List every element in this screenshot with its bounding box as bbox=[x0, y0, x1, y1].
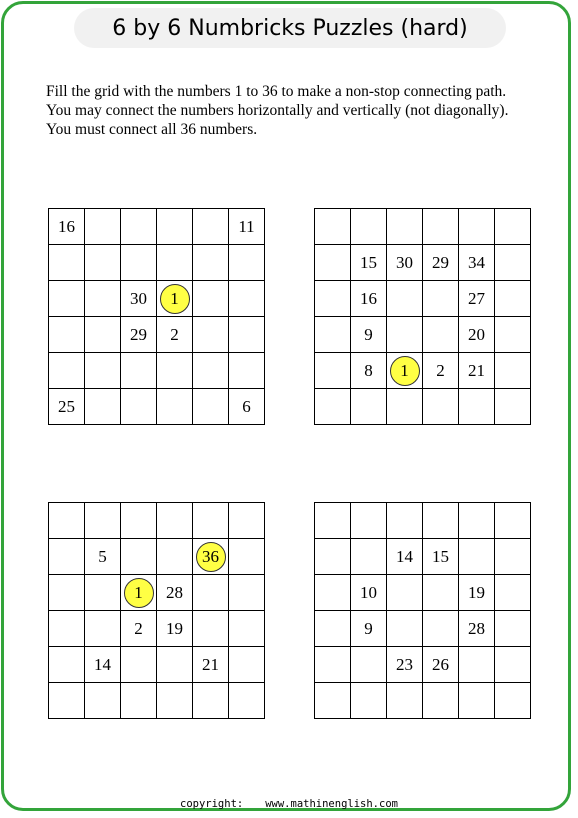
circled-number: 36 bbox=[196, 542, 226, 572]
grid-cell[interactable]: 14 bbox=[387, 539, 423, 575]
grid-cell[interactable] bbox=[315, 611, 351, 647]
grid-cell[interactable]: 28 bbox=[459, 611, 495, 647]
grid-cell[interactable] bbox=[351, 209, 387, 245]
grid-cell[interactable] bbox=[193, 539, 229, 575]
grid-cell[interactable] bbox=[315, 683, 351, 719]
grid-cell[interactable]: 9 bbox=[351, 317, 387, 353]
grid-cell[interactable]: 20 bbox=[459, 317, 495, 353]
grid-cell[interactable] bbox=[121, 539, 157, 575]
grid-cell[interactable] bbox=[495, 389, 531, 425]
grid-cell[interactable] bbox=[229, 683, 265, 719]
grid-cell[interactable]: 28 bbox=[157, 575, 193, 611]
grid-cell[interactable]: 21 bbox=[459, 353, 495, 389]
circled-number: 1 bbox=[160, 284, 190, 314]
grid-cell[interactable] bbox=[387, 281, 423, 317]
grid-cell[interactable] bbox=[85, 209, 121, 245]
grid-cell[interactable] bbox=[49, 353, 85, 389]
grid-cell[interactable] bbox=[193, 209, 229, 245]
grid-cell[interactable] bbox=[193, 611, 229, 647]
grid-cell[interactable]: 30 bbox=[387, 245, 423, 281]
grid-cell[interactable]: 2 bbox=[157, 317, 193, 353]
grid-cell[interactable] bbox=[49, 575, 85, 611]
grid-cell[interactable] bbox=[351, 683, 387, 719]
grid-cell[interactable] bbox=[121, 647, 157, 683]
grid-cell[interactable]: 27 bbox=[459, 281, 495, 317]
grid-cell[interactable] bbox=[423, 575, 459, 611]
grid-cell[interactable] bbox=[85, 353, 121, 389]
puzzle-grid-4 bbox=[314, 502, 531, 719]
grid-cell[interactable]: 10 bbox=[351, 575, 387, 611]
grid-cell[interactable] bbox=[387, 575, 423, 611]
grid-cell[interactable] bbox=[387, 611, 423, 647]
grid-cell[interactable] bbox=[315, 539, 351, 575]
copyright-footer bbox=[0, 798, 578, 810]
grid-cell[interactable] bbox=[315, 317, 351, 353]
grid-cell[interactable] bbox=[459, 503, 495, 539]
grid-cell[interactable]: 30 bbox=[121, 281, 157, 317]
grid-cell[interactable] bbox=[315, 503, 351, 539]
grid-cell[interactable] bbox=[193, 503, 229, 539]
grid-cell[interactable] bbox=[387, 503, 423, 539]
grid-cell[interactable] bbox=[459, 389, 495, 425]
grid-cell[interactable] bbox=[121, 209, 157, 245]
grid-cell[interactable] bbox=[49, 539, 85, 575]
grid-cell[interactable] bbox=[495, 281, 531, 317]
grid-cell[interactable] bbox=[459, 683, 495, 719]
grid-cell[interactable] bbox=[157, 353, 193, 389]
grid-cell[interactable] bbox=[423, 281, 459, 317]
grid-cell[interactable] bbox=[315, 353, 351, 389]
grid-cell[interactable]: 8 bbox=[351, 353, 387, 389]
grid-cell[interactable] bbox=[85, 611, 121, 647]
grid-cell[interactable] bbox=[193, 317, 229, 353]
grid-cell[interactable] bbox=[351, 389, 387, 425]
grid-cell[interactable] bbox=[49, 611, 85, 647]
circled-number: 1 bbox=[390, 356, 420, 386]
grid-cell[interactable] bbox=[193, 683, 229, 719]
grid-cell[interactable] bbox=[157, 389, 193, 425]
circled-number: 1 bbox=[124, 578, 154, 608]
grid-cell[interactable] bbox=[229, 281, 265, 317]
grid-cell[interactable] bbox=[157, 281, 193, 317]
grid-cell[interactable] bbox=[229, 317, 265, 353]
grid-cell[interactable] bbox=[495, 647, 531, 683]
grid-cell[interactable]: 6 bbox=[229, 389, 265, 425]
grid-cell[interactable] bbox=[351, 647, 387, 683]
grid-cell[interactable]: 15 bbox=[423, 539, 459, 575]
grid-cell[interactable] bbox=[495, 209, 531, 245]
grid-cell[interactable] bbox=[121, 575, 157, 611]
grid-cell[interactable] bbox=[495, 245, 531, 281]
grid-cell[interactable]: 5 bbox=[85, 539, 121, 575]
grid-cell[interactable] bbox=[387, 209, 423, 245]
grid-cell[interactable]: 2 bbox=[121, 611, 157, 647]
grid-cell[interactable] bbox=[49, 683, 85, 719]
grid-cell[interactable] bbox=[85, 317, 121, 353]
grid-cell[interactable] bbox=[121, 683, 157, 719]
grid-cell[interactable] bbox=[193, 353, 229, 389]
grid-cell[interactable]: 2 bbox=[423, 353, 459, 389]
grid-cell[interactable]: 15 bbox=[351, 245, 387, 281]
grid-cell[interactable]: 9 bbox=[351, 611, 387, 647]
grid-cell[interactable] bbox=[423, 503, 459, 539]
puzzle-grid-3 bbox=[48, 502, 265, 719]
grid-cell[interactable]: 16 bbox=[49, 209, 85, 245]
grid-cell[interactable] bbox=[85, 245, 121, 281]
grid-cell[interactable] bbox=[193, 245, 229, 281]
grid-cell[interactable]: 26 bbox=[423, 647, 459, 683]
grid-cell[interactable] bbox=[423, 389, 459, 425]
grid-cell[interactable] bbox=[387, 353, 423, 389]
grid-cell[interactable] bbox=[423, 317, 459, 353]
grid-cell[interactable] bbox=[495, 317, 531, 353]
grid-cell[interactable] bbox=[423, 611, 459, 647]
grid-cell[interactable]: 11 bbox=[229, 209, 265, 245]
grid-cell[interactable]: 23 bbox=[387, 647, 423, 683]
grid-cell[interactable] bbox=[229, 245, 265, 281]
grid-cell[interactable] bbox=[157, 539, 193, 575]
grid-cell[interactable]: 29 bbox=[121, 317, 157, 353]
grid-cell[interactable]: 34 bbox=[459, 245, 495, 281]
grid-cell[interactable] bbox=[495, 611, 531, 647]
grid-cell[interactable] bbox=[387, 317, 423, 353]
grid-cell[interactable] bbox=[495, 503, 531, 539]
grid-cell[interactable] bbox=[157, 683, 193, 719]
grid-cell[interactable] bbox=[49, 647, 85, 683]
grid-cell[interactable] bbox=[423, 683, 459, 719]
grid-cell[interactable] bbox=[387, 389, 423, 425]
grid-cell[interactable]: 14 bbox=[85, 647, 121, 683]
grid-cell[interactable] bbox=[315, 281, 351, 317]
grid-cell[interactable] bbox=[315, 245, 351, 281]
grid-cell[interactable] bbox=[229, 539, 265, 575]
grid-cell[interactable] bbox=[315, 389, 351, 425]
grid-cell[interactable] bbox=[351, 503, 387, 539]
grid-cell[interactable] bbox=[157, 209, 193, 245]
grid-cell[interactable] bbox=[193, 575, 229, 611]
grid-cell[interactable]: 19 bbox=[157, 611, 193, 647]
grid-cell[interactable] bbox=[229, 503, 265, 539]
grid-cell[interactable] bbox=[229, 647, 265, 683]
puzzle-grid-2 bbox=[314, 208, 531, 425]
grid-cell[interactable] bbox=[315, 209, 351, 245]
grid-cell[interactable]: 29 bbox=[423, 245, 459, 281]
grid-cell[interactable] bbox=[315, 575, 351, 611]
grid-cell[interactable]: 25 bbox=[49, 389, 85, 425]
grid-cell[interactable] bbox=[157, 245, 193, 281]
grid-cell[interactable] bbox=[423, 209, 459, 245]
grid-cell[interactable]: 19 bbox=[459, 575, 495, 611]
instruction-line: You must connect all 36 numbers. bbox=[46, 121, 258, 138]
grid-cell[interactable] bbox=[85, 683, 121, 719]
grid-cell[interactable] bbox=[49, 503, 85, 539]
grid-cell[interactable] bbox=[495, 575, 531, 611]
grid-cell[interactable] bbox=[49, 317, 85, 353]
grid-cell[interactable] bbox=[459, 647, 495, 683]
instruction-line: You may connect the numbers horizontally and vertically (not diagonally). bbox=[46, 102, 509, 119]
grid-cell[interactable] bbox=[495, 353, 531, 389]
grid-cell[interactable] bbox=[387, 683, 423, 719]
grid-cell[interactable] bbox=[121, 353, 157, 389]
grid-cell[interactable] bbox=[459, 209, 495, 245]
grid-cell[interactable] bbox=[229, 575, 265, 611]
grid-cell[interactable] bbox=[495, 683, 531, 719]
grid-cell[interactable] bbox=[229, 611, 265, 647]
grid-cell[interactable]: 21 bbox=[193, 647, 229, 683]
grid-cell[interactable] bbox=[49, 281, 85, 317]
grid-cell[interactable] bbox=[495, 539, 531, 575]
grid-cell[interactable] bbox=[193, 389, 229, 425]
grid-cell[interactable] bbox=[85, 281, 121, 317]
grid-cell[interactable] bbox=[121, 245, 157, 281]
grid-cell[interactable] bbox=[459, 539, 495, 575]
grid-cell[interactable] bbox=[193, 281, 229, 317]
grid-cell[interactable] bbox=[229, 353, 265, 389]
grid-cell[interactable] bbox=[85, 389, 121, 425]
copyright-site-link[interactable]: www.mathinenglish.com bbox=[265, 798, 398, 810]
grid-cell[interactable] bbox=[85, 575, 121, 611]
grid-cell[interactable] bbox=[157, 647, 193, 683]
grid-cell[interactable]: 16 bbox=[351, 281, 387, 317]
grid-cell[interactable] bbox=[351, 539, 387, 575]
grid-cell[interactable] bbox=[49, 245, 85, 281]
page-title: 6 by 6 Numbricks Puzzles (hard) bbox=[74, 8, 506, 48]
grid-cell[interactable] bbox=[121, 503, 157, 539]
copyright-label: copyright: bbox=[180, 798, 244, 810]
grid-cell[interactable] bbox=[85, 503, 121, 539]
puzzle-grid-1 bbox=[48, 208, 265, 425]
grid-cell[interactable] bbox=[157, 503, 193, 539]
instructions bbox=[46, 82, 546, 139]
grid-cell[interactable] bbox=[121, 389, 157, 425]
grid-cell[interactable] bbox=[315, 647, 351, 683]
instruction-line: Fill the grid with the numbers 1 to 36 to make a non-stop connecting path. bbox=[46, 83, 507, 100]
